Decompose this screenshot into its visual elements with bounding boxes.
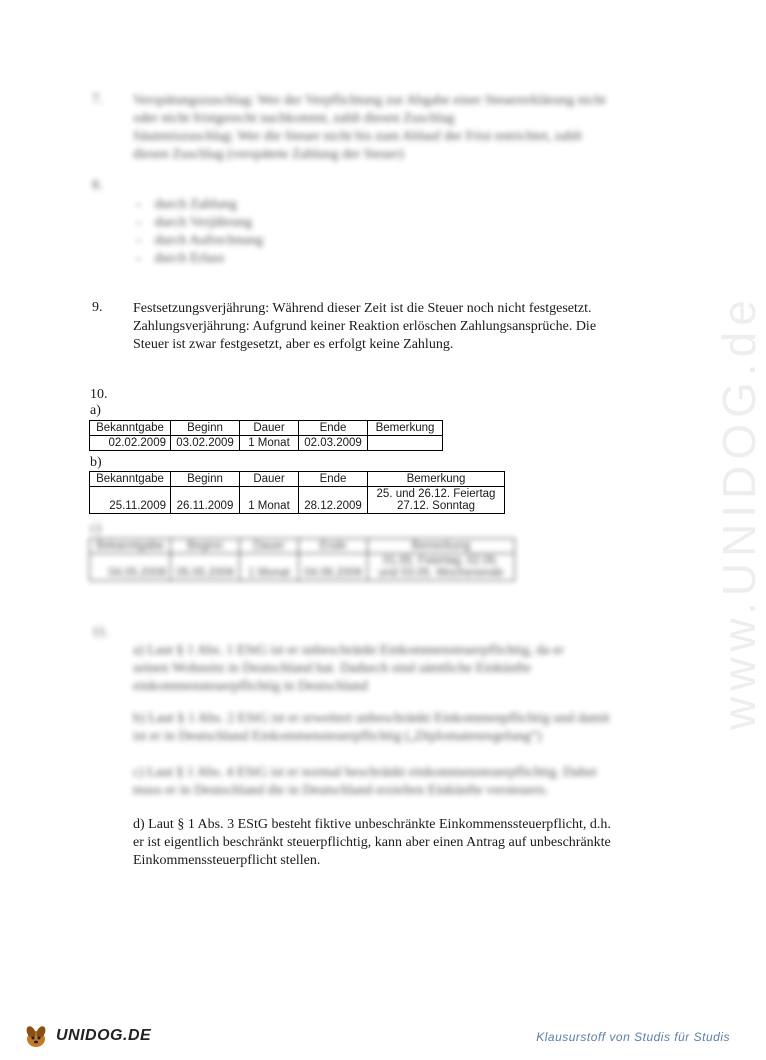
cell: 02.02.2009 (90, 436, 171, 451)
item-8-number: 8. (92, 178, 103, 193)
header-cell: Dauer (240, 539, 299, 554)
item-7-line: Verspätungszuschlag: Wer der Verpflichtung zur Abgabe einer Steuererklärung nicht (133, 93, 606, 108)
header-cell: Beginn (171, 539, 240, 554)
header-cell: Bekanntgabe (90, 421, 171, 436)
list-item: - durch Aufrechnung (136, 233, 264, 248)
list-item: - durch Verjährung (136, 215, 252, 230)
header-cell: Bekanntgabe (90, 539, 171, 554)
remark-cell: 01.05. Feiertag, 02.05. und 03.05. Wochenende (368, 554, 515, 581)
unidog-logo[interactable] (22, 1022, 151, 1050)
item-7-line: Säumniszuschlag: Wer die Steuer nicht bis zum Ablauf der Frist entrichtet, zahlt (133, 129, 582, 144)
item-9-number: 9. (92, 300, 103, 315)
table-b (89, 471, 505, 514)
header-cell: Ende (299, 539, 368, 554)
cell: 03.02.2009 (171, 436, 240, 451)
item-10-number: 10. (90, 387, 108, 402)
cell: 1 Monat (240, 487, 299, 514)
item-7-number: 7. (92, 92, 103, 107)
cell: 28.12.2009 (299, 487, 368, 514)
item-9-line: Steuer ist zwar festgesetzt, aber es erfolgt keine Zahlung. (133, 337, 454, 352)
item-10-b-label: b) (90, 455, 102, 470)
cell: 1 Monat (240, 554, 299, 581)
cell (368, 436, 443, 451)
cell: 04.05.2009 (90, 554, 171, 581)
header-cell: Beginn (171, 472, 240, 487)
list-item: - durch Zahlung (136, 197, 237, 212)
item-7-line: diesen Zuschlag (verspätete Zahlung der Steuer) (133, 147, 404, 162)
header-cell: Beginn (171, 421, 240, 436)
item-11-d-line: er ist eigentlich beschränkt steuerpflichtig, kann aber einen Antrag auf unbeschränkte (133, 835, 611, 850)
table-header-row (90, 421, 443, 436)
item-11-d-line: d) Laut § 1 Abs. 3 EStG besteht fiktive unbeschränkte Einkommenssteuerpflicht, d.h. (133, 817, 611, 832)
dog-icon (22, 1022, 52, 1050)
cell: 05.05.2009 (171, 554, 240, 581)
header-cell: Dauer (240, 472, 299, 487)
cell: 25.11.2009 (90, 487, 171, 514)
item-8-list (136, 196, 263, 268)
item-11-c: c) Laut § 1 Abs. 4 EStG ist er normal beschränkt einkommensteuerpflichtig. Daher muss er in Deutschland die in Deutschland erzielten Einkünfte versteuern. (133, 765, 598, 798)
item-11-d-line: Einkommenssteuerpflicht stellen. (133, 853, 321, 868)
header-cell: Bekanntgabe (90, 472, 171, 487)
header-cell: Bemerkung (368, 421, 443, 436)
header-cell: Bemerkung (368, 472, 505, 487)
item-11-b: b) Laut § 1 Abs. 2 EStG ist er erweitert unbeschränkt Einkommenpflichtig und damit ist er in Deutschland Einkommensteuerpflichtig („Diplomatenregelung“) (133, 711, 610, 744)
item-9-line: Zahlungsverjährung: Aufgrund keiner Reaktion erlöschen Zahlungsansprüche. Die (133, 319, 597, 334)
header-cell: Bemerkung (368, 539, 515, 554)
header-cell: Ende (299, 472, 368, 487)
watermark: www.UNIDOG.de (713, 294, 765, 730)
table-row (90, 554, 515, 581)
item-9-text (133, 300, 596, 354)
table-header-row (90, 472, 505, 487)
item-10-c-label: c) (90, 521, 101, 536)
table-row (90, 436, 443, 451)
cell: 02.03.2009 (299, 436, 368, 451)
remark-cell: 25. und 26.12. Feiertag 27.12. Sonntag (368, 487, 505, 514)
cell: 26.11.2009 (171, 487, 240, 514)
footer-tagline: Klausurstoff von Studis für Studis (536, 1030, 730, 1044)
item-9-line: Festsetzungsverjährung: Während dieser Zeit ist die Steuer noch nicht festgesetzt. (133, 301, 592, 316)
table-c (89, 538, 515, 581)
item-7-line: oder nicht fristgerecht nachkommt, zahlt diesen Zuschlag (133, 111, 455, 126)
logo-text: UNIDOG.DE (56, 1027, 152, 1044)
cell: 1 Monat (240, 436, 299, 451)
item-11-number: 11. (92, 625, 109, 640)
header-cell: Dauer (240, 421, 299, 436)
cell: 04.06.2009 (299, 554, 368, 581)
item-7-text (133, 92, 606, 164)
item-10-a-label: a) (90, 403, 101, 418)
item-11-d (133, 816, 611, 870)
list-item: - durch Erlass (136, 251, 225, 266)
table-a (89, 420, 443, 451)
header-cell: Ende (299, 421, 368, 436)
table-row (90, 487, 505, 514)
item-11-a: a) Laut § 1 Abs. 1 EStG ist er unbeschränkt Einkommensteuerpflichtig, da er seinen Wohnsitz in Deutschland hat. Dadurch sind sämtliche Einkünfte einkommensteuerpflichtig in Deutschland (133, 643, 564, 694)
table-header-row (90, 539, 515, 554)
